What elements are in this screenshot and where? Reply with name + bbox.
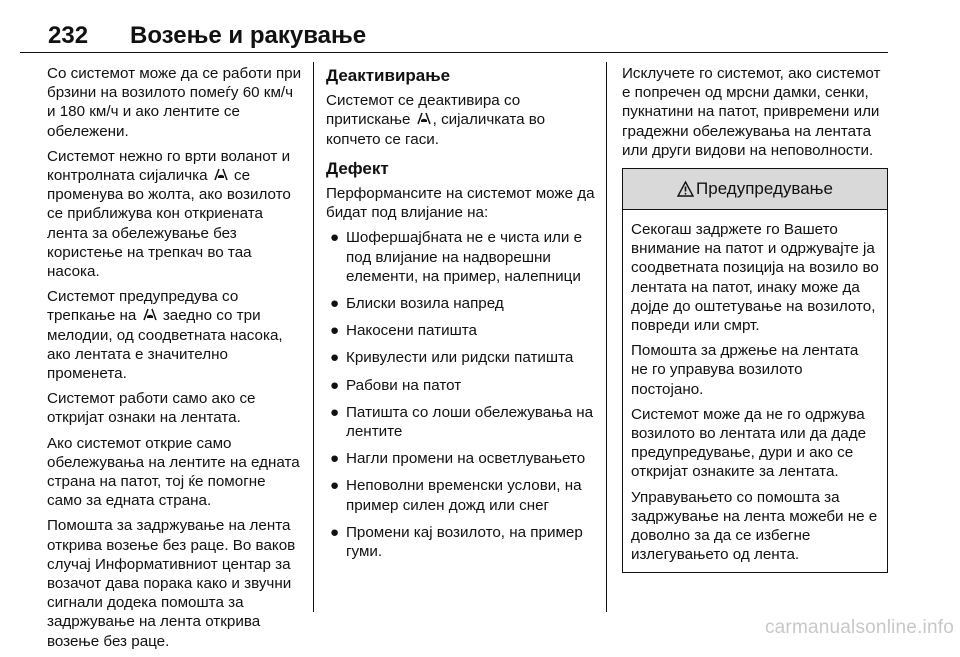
bullet-icon: ● bbox=[330, 295, 340, 313]
list-item: ● Нагли промени на осветлувањето bbox=[330, 450, 586, 468]
paragraph: Перформансите на системот може да бидат под влијание на: bbox=[326, 185, 595, 222]
lane-keep-assist-icon bbox=[213, 168, 229, 181]
paragraph bbox=[47, 147, 303, 281]
paragraph: Ако системот открие само обележувања на лентите на едната страна на патот, тој ќе помогне само за едната страна. bbox=[47, 434, 300, 510]
list-item: ● Накосени патишта bbox=[330, 322, 477, 340]
column-divider bbox=[606, 62, 607, 612]
bullet-icon: ● bbox=[330, 477, 340, 495]
page-number: 232 bbox=[48, 22, 89, 49]
paragraph-text: заедно со три мелодии, од соодветната насока, ако лентата е значително променета. bbox=[47, 307, 283, 383]
section-title: Возење и ракување bbox=[130, 22, 367, 49]
paragraph-text: Системот се деактивира со притискање bbox=[326, 92, 521, 129]
paragraph: Управувањето со помошта за задржување на лента можеби не е доволно за да се избегне излегувањето од лента. bbox=[631, 488, 878, 564]
warning-triangle-icon bbox=[677, 181, 694, 197]
paragraph: Секогаш задржете го Вашето внимание на патот и одржувајте ја соодветната позиција на возило во лентата на патот, инаку може да дојде до оштетување на возилото, повреди или смрт. bbox=[631, 221, 879, 335]
paragraph-text: се променува во жолта, ако возилото се приближува кон откриената лента за обележување без користење на трепкач во таа насока. bbox=[47, 167, 291, 281]
paragraph: Помошта за задржување на лента открива возење без раце. Во ваков случај Информативниот центар за возачот дава порака како и звучни сигнали додека помошта за задржување на лента открива возење без раце. bbox=[47, 517, 296, 650]
lane-keep-assist-icon bbox=[416, 112, 432, 125]
fault-list bbox=[326, 228, 596, 561]
paragraph: Со системот може да се работи при брзини на возилото помеѓу 60 км/ч и 180 км/ч и ако лентите се обележени. bbox=[47, 65, 302, 140]
paragraph: Системот може да не го одржува возилото во лентата или да даде предупредување, дури и ако се откријат ознаките за лентата. bbox=[631, 405, 867, 481]
column-middle bbox=[326, 64, 596, 569]
warning-box bbox=[622, 168, 888, 573]
paragraph bbox=[326, 91, 596, 149]
paragraph: Исклучете го системот, ако системот е попречен од мрсни дамки, сенки, пукнатини на патот, привремени или градежни обележувања на лентата или други видови на неповолности. bbox=[622, 65, 881, 159]
paragraph-text: Системот нежно го врти воланот и контролната сијаличка bbox=[47, 147, 291, 185]
warning-header bbox=[623, 169, 887, 210]
page-header bbox=[20, 22, 888, 53]
paragraph-text: Системот предупредува со трепкање на bbox=[47, 288, 239, 325]
column-right bbox=[622, 64, 888, 573]
column-left bbox=[47, 64, 303, 657]
watermark: carmanualsonline.info bbox=[764, 617, 954, 638]
paragraph: Системот работи само ако се откријат ознаки на лентата. bbox=[47, 390, 256, 427]
paragraph: Помошта за држење на лентата не го управува возилото постојано. bbox=[631, 342, 859, 398]
warning-title: Предупредување bbox=[696, 179, 833, 199]
list-item: ● Неповолни временски услови, на пример силен дожд или снег bbox=[330, 477, 582, 514]
list-item: ● Шофершајбната не е чиста или е под влијание на надворешни елементи, на пример, налепници bbox=[330, 229, 583, 285]
bullet-icon: ● bbox=[330, 322, 340, 340]
paragraph-text: , сијаличката во копчето се гаси. bbox=[326, 111, 546, 148]
list-item: ● Промени кај возилото, на пример гуми. bbox=[330, 523, 583, 561]
list-item: ● Кривулести или ридски патишта bbox=[330, 349, 574, 367]
warning-body bbox=[623, 210, 887, 572]
heading-deactivation: Деактивирање bbox=[326, 66, 451, 85]
paragraph bbox=[47, 287, 303, 383]
heading-fault: Дефект bbox=[326, 158, 389, 178]
list-item: ● Патишта со лоши обележувања на лентите bbox=[330, 403, 594, 441]
bullet-icon: ● bbox=[330, 403, 340, 421]
bullet-icon: ● bbox=[330, 523, 340, 541]
bullet-icon: ● bbox=[330, 450, 340, 468]
column-divider bbox=[313, 62, 314, 612]
lane-keep-assist-icon bbox=[142, 308, 158, 321]
bullet-icon: ● bbox=[330, 349, 340, 367]
list-item: ● Блиски возила напред bbox=[330, 295, 504, 313]
bullet-icon: ● bbox=[330, 229, 340, 247]
list-item: ● Рабови на патот bbox=[330, 376, 462, 394]
bullet-icon: ● bbox=[330, 376, 340, 394]
